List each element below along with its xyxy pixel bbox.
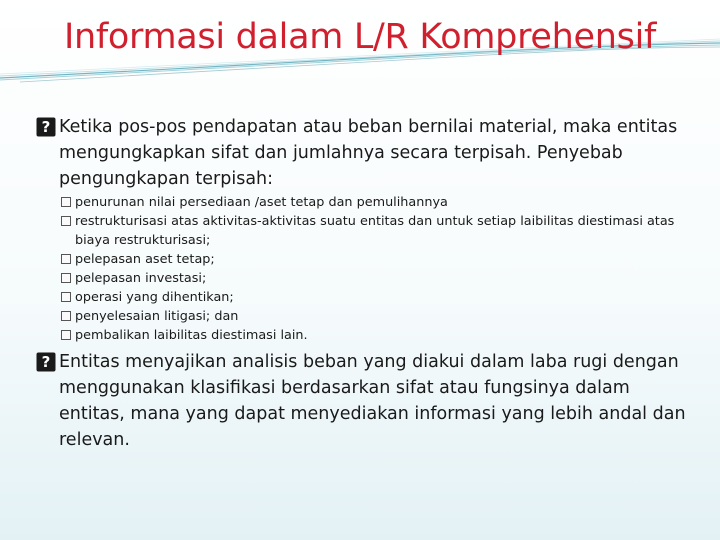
sub-bullet-text: operasi yang dihentikan; xyxy=(75,290,234,305)
sub-bullet-item xyxy=(61,212,686,250)
svg-text:?: ? xyxy=(41,353,51,371)
bullet-2 xyxy=(36,349,686,453)
svg-text:?: ? xyxy=(41,118,51,136)
bullet-2-text: Entitas menyajikan analisis beban yang diakui dalam laba rugi dengan menggunakan klasifikasi berdasarkan sifat atau fungsinya dalam entitas, mana yang dapat menyediakan informasi yang lebih andal dan relevan. xyxy=(59,352,686,450)
checkbox-square-icon xyxy=(61,254,71,264)
sub-bullet-text: penurunan nilai persediaan /aset tetap dan pemulihannya xyxy=(75,195,448,210)
sub-bullet-text: penyelesaian litigasi; dan xyxy=(75,309,239,324)
sub-bullet-list xyxy=(36,193,686,345)
bullet-1-text: Ketika pos-pos pendapatan atau beban bernilai material, maka entitas mengungkapkan sifat dan jumlahnya secara terpisah. Penyebab pengungkapan terpisah: xyxy=(59,117,678,189)
checkbox-square-icon xyxy=(61,197,71,207)
sub-bullet-text: pelepasan aset tetap; xyxy=(75,252,215,267)
sub-bullet-item xyxy=(61,269,686,288)
sub-bullet-item xyxy=(61,250,686,269)
sub-bullet-item xyxy=(61,193,686,212)
sub-bullet-item xyxy=(61,288,686,307)
checkbox-square-icon xyxy=(61,216,71,226)
sub-bullet-item xyxy=(61,307,686,326)
sub-bullet-item xyxy=(61,326,686,345)
slide-title: Informasi dalam L/R Komprehensif xyxy=(63,17,657,57)
missing-glyph-bullet-icon xyxy=(36,352,56,372)
checkbox-square-icon xyxy=(61,330,71,340)
bullet-1 xyxy=(36,114,686,192)
missing-glyph-bullet-icon xyxy=(36,117,56,137)
slide-body xyxy=(36,114,686,453)
sub-bullet-text: restrukturisasi atas aktivitas-aktivitas suatu entitas dan untuk setiap laibilitas diestimasi atas biaya restrukturisasi; xyxy=(75,214,675,248)
checkbox-square-icon xyxy=(61,273,71,283)
sub-bullet-text: pelepasan investasi; xyxy=(75,271,207,286)
checkbox-square-icon xyxy=(61,292,71,302)
sub-bullet-text: pembalikan laibilitas diestimasi lain. xyxy=(75,328,308,343)
checkbox-square-icon xyxy=(61,311,71,321)
